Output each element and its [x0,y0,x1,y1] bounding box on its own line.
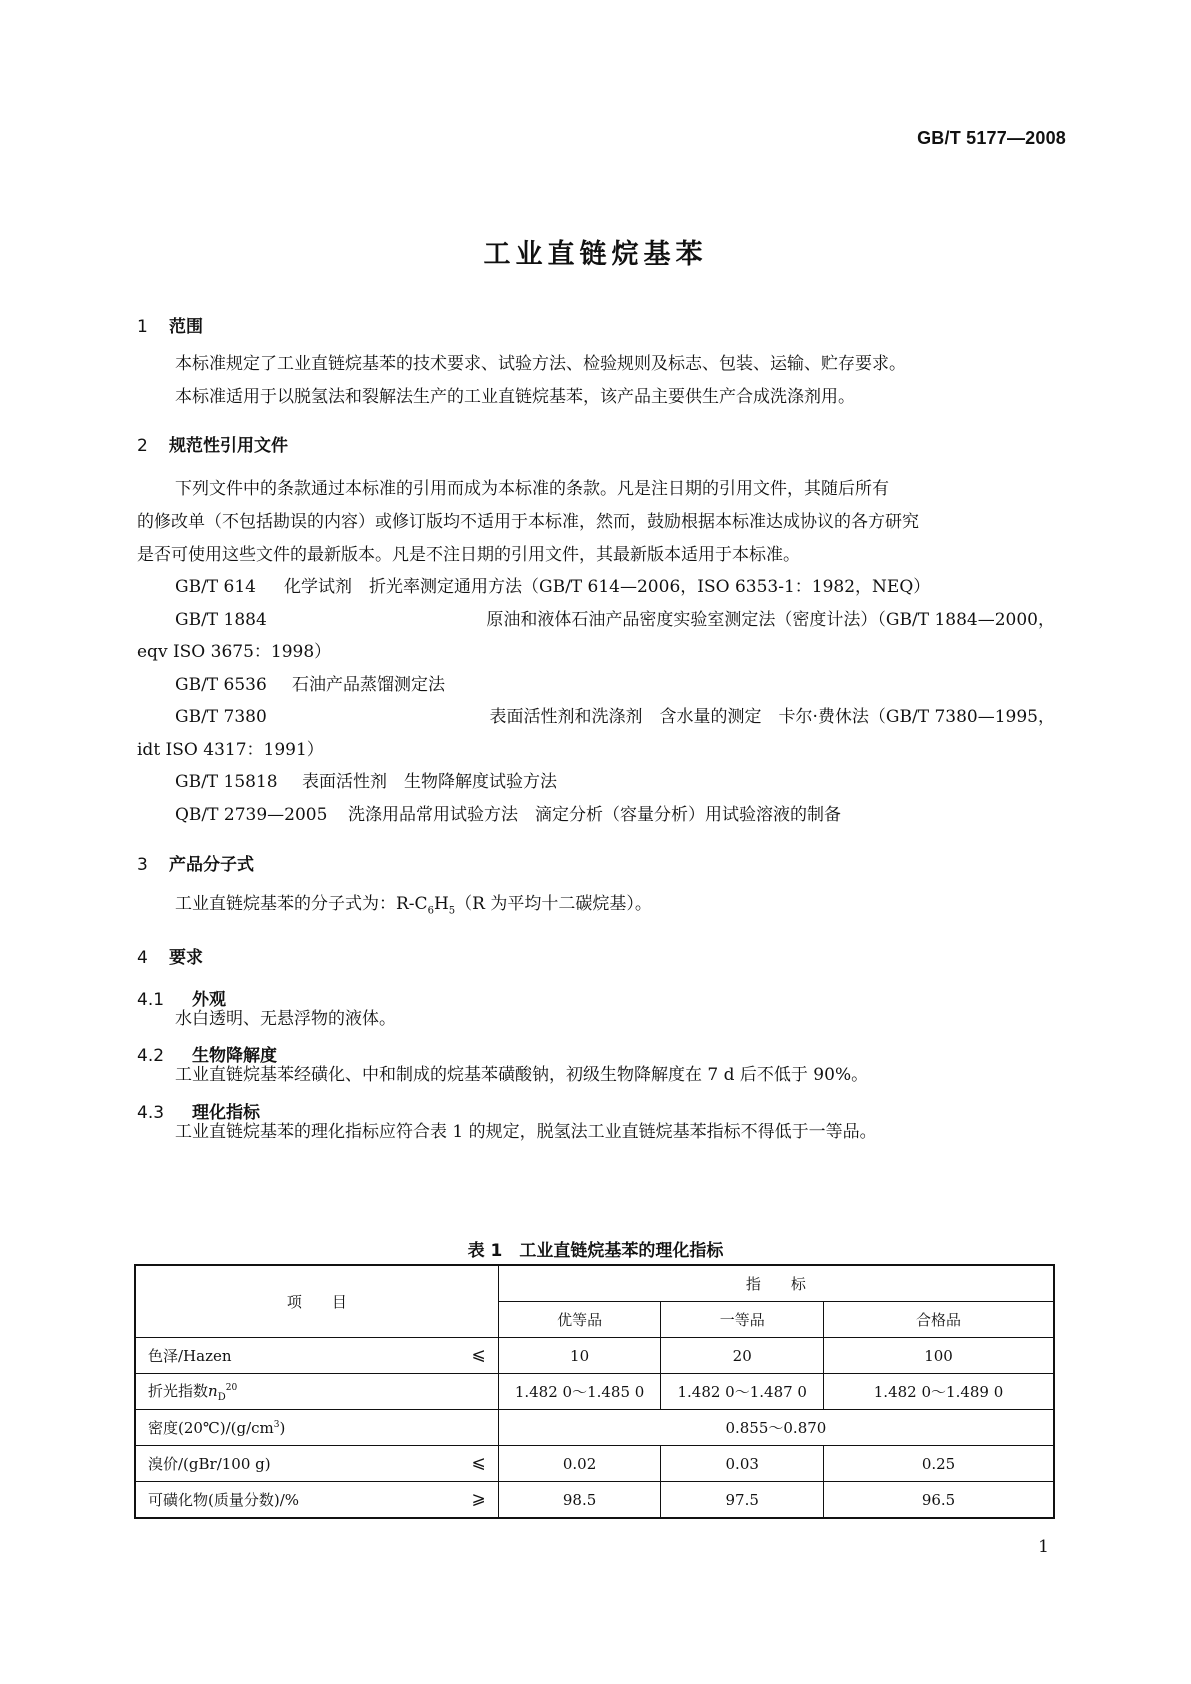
section-title: 规范性引用文件 [169,436,288,456]
row-item [135,1410,498,1446]
cell: 96.5 [824,1482,1054,1519]
reference-text: 洗涤用品常用试验方法 滴定分析（容量分析）用试验溶液的制备 [348,805,841,825]
section-title: 生物降解度 [192,1046,277,1066]
item-label: 可磺化物(质量分数)/% [148,1491,300,1509]
table-header-row [135,1265,1054,1302]
reference-text: 表面活性剂和洗涤剂 含水量的测定 卡尔·费休法（GB/T 7380—1995， [489,707,1055,727]
table-title: 表 1 工业直链烷基苯的理化指标 [467,1241,724,1261]
limit-symbol: ⩾ [471,1489,486,1509]
paragraph: 下列文件中的条款通过本标准的引用而成为本标准的条款。凡是注日期的引用文件，其随后所有 [175,479,889,499]
paragraph: 的修改单（不包括勘误的内容）或修订版均不适用于本标准，然而，鼓励根据本标准达成协议的各方研究 [137,512,919,532]
paragraph: 工业直链烷基苯的理化指标应符合表 1 的规定，脱氢法工业直链烷基苯指标不得低于一等品。 [175,1122,877,1142]
page-number: 1 [1038,1537,1049,1557]
section-number: 2 [137,436,148,456]
section-title: 外观 [192,990,226,1010]
formula-suffix: （R 为平均十二碳烷基）。 [455,894,652,914]
reference-code: GB/T 614 [175,577,256,597]
item-symbol: n [208,1382,218,1400]
section-1-heading [137,312,203,337]
formula-paragraph [175,888,652,927]
table-row [135,1374,1054,1410]
cell: 1.482 0～1.485 0 [498,1374,661,1410]
cell: 10 [498,1338,661,1374]
reference-code: GB/T 6536 [175,675,267,695]
cell: 0.03 [661,1446,824,1482]
reference-continuation: idt ISO 4317：1991） [137,740,324,760]
formula-subscript: 5 [448,905,456,917]
cell: 1.482 0～1.487 0 [661,1374,824,1410]
reference-text: 化学试剂 折光率测定通用方法（GB/T 614—2006，ISO 6353-1：1982，NEQ） [284,577,931,597]
item-label: 密度(20℃)/(g/cm [148,1419,274,1437]
row-item [135,1446,498,1482]
document-title: 工业直链烷基苯 [483,239,708,270]
reference-continuation: eqv ISO 3675：1998） [137,642,332,662]
item-superscript: 20 [225,1383,238,1393]
item-subscript: D [217,1392,226,1403]
formula-h: H [433,894,449,914]
section-3-heading [137,850,254,875]
section-number: 4.2 [137,1046,165,1066]
item-label: 溴价/(gBr/100 g) [148,1455,271,1473]
reference-text: 表面活性剂 生物降解度试验方法 [302,772,557,792]
paragraph: 本标准规定了工业直链烷基苯的技术要求、试验方法、检验规则及标志、包装、运输、贮存要求。 [175,354,906,374]
paragraph: 本标准适用于以脱氢法和裂解法生产的工业直链烷基苯，该产品主要供生产合成洗涤剂用。 [175,387,855,407]
table-row [135,1446,1054,1482]
reference-code: QB/T 2739—2005 [175,805,328,825]
reference-text: 石油产品蒸馏测定法 [292,675,445,695]
item-label-tail: ) [279,1419,286,1437]
reference-text: 原油和液体石油产品密度实验室测定法（密度计法）（GB/T 1884—2000， [486,610,1055,630]
header-index: 指 标 [498,1265,1054,1302]
section-number: 4 [137,948,148,968]
header-grade: 一等品 [661,1302,824,1338]
section-title: 范围 [169,317,203,337]
paragraph: 是否可使用这些文件的最新版本。凡是不注日期的引用文件，其最新版本适用于本标准。 [137,545,800,565]
header-grade: 优等品 [498,1302,661,1338]
cell: 98.5 [498,1482,661,1519]
table-row [135,1338,1054,1374]
table-row [135,1410,1054,1446]
header-item: 项 目 [135,1265,498,1338]
row-item [135,1338,498,1374]
cell: 97.5 [661,1482,824,1519]
reference-item [175,701,1055,734]
reference-code: GB/T 15818 [175,772,278,792]
section-number: 1 [137,317,148,337]
limit-symbol: ⩽ [471,1453,486,1473]
reference-item [175,604,1055,637]
cell: 0.25 [824,1446,1054,1482]
item-label: 折光指数 [148,1382,209,1400]
cell: 1.482 0～1.489 0 [824,1374,1054,1410]
section-4-heading [137,943,203,968]
row-item [135,1482,498,1519]
item-superscript: 3 [273,1420,280,1430]
section-number: 4.3 [137,1103,165,1123]
header-grade: 合格品 [824,1302,1054,1338]
formula-prefix: 工业直链烷基苯的分子式为：R-C [175,894,428,914]
row-item [135,1374,498,1410]
reference-item [175,766,557,799]
reference-item [175,669,445,702]
cell: 0.02 [498,1446,661,1482]
physicochemical-table [134,1264,1055,1519]
item-label: 色泽/Hazen [148,1347,232,1365]
reference-code: GB/T 7380 [175,707,267,727]
reference-item [175,799,841,832]
section-title: 产品分子式 [169,855,254,875]
reference-item [175,571,930,604]
cell-merged: 0.855～0.870 [498,1410,1054,1446]
paragraph: 工业直链烷基苯经磺化、中和制成的烷基苯磺酸钠，初级生物降解度在 7 d 后不低于 90%。 [175,1065,869,1085]
table-row [135,1482,1054,1519]
reference-code: GB/T 1884 [175,610,267,630]
cell: 20 [661,1338,824,1374]
formula-subscript: 6 [427,905,434,917]
section-2-heading [137,431,288,456]
section-title: 要求 [169,948,203,968]
section-number: 3 [137,855,148,875]
cell: 100 [824,1338,1054,1374]
section-title: 理化指标 [192,1103,260,1123]
standard-number: GB/T 5177—2008 [917,128,1066,148]
paragraph: 水白透明、无悬浮物的液体。 [175,1009,396,1029]
section-number: 4.1 [137,990,165,1010]
limit-symbol: ⩽ [471,1345,486,1365]
